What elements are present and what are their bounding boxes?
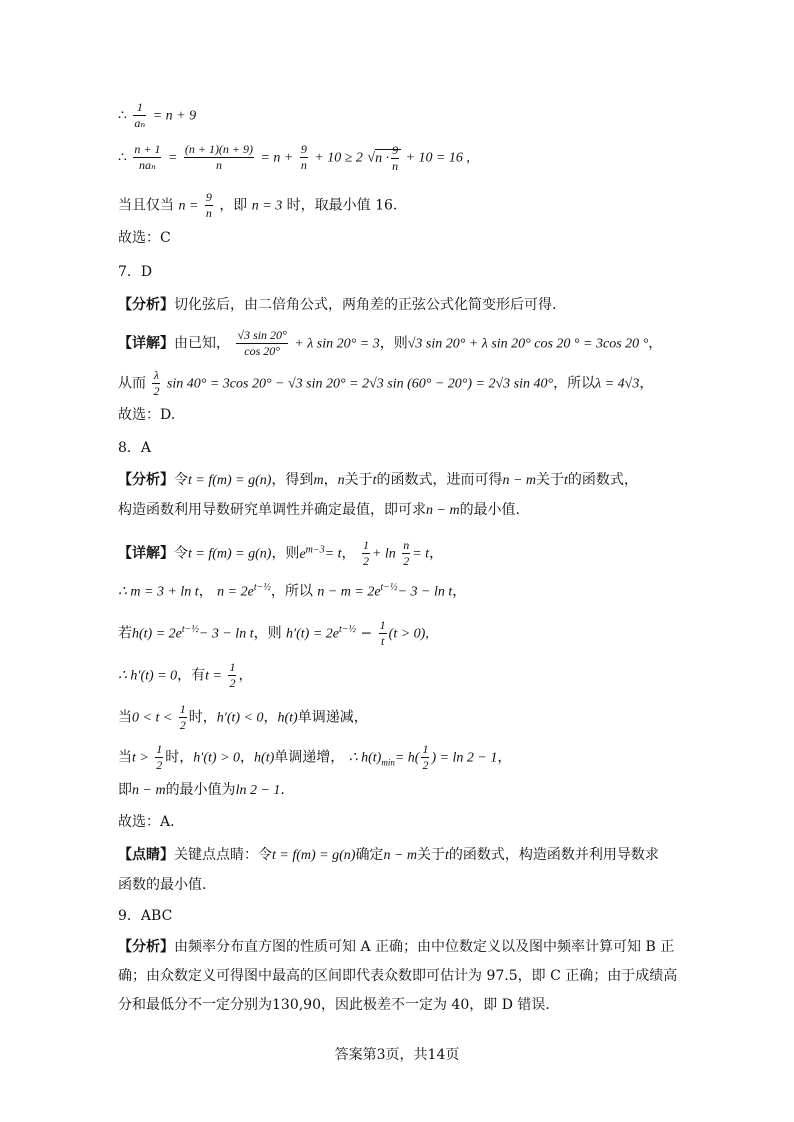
text: 关于 <box>536 472 565 488</box>
fraction: $\frac{√3 \sin 20^\circ}{\cos 20^\circ}$ <box>237 328 287 358</box>
text: 的最小值. <box>459 502 521 518</box>
math: ∴ m = 3 + ln t <box>118 584 199 600</box>
therefore-symbol: ∴ <box>118 149 127 166</box>
equation-text: + 10 ≥ 2 <box>314 150 363 166</box>
analysis-tag: 【分析】 <box>118 939 174 955</box>
text: 当 <box>118 709 132 726</box>
math: t > <box>132 750 149 766</box>
math: h(t) = 2e <box>132 626 182 642</box>
detail-line <box>118 328 662 359</box>
text: 的函数式，构造函数并利用导数求 <box>448 847 659 863</box>
equation-line <box>118 100 196 131</box>
text: 由已知， <box>174 335 230 352</box>
page-footer: 答案第3页，共14页 <box>334 1047 460 1063</box>
math: t <box>372 473 377 488</box>
math: n = <box>178 198 199 214</box>
math: t = f(m) = g(n) <box>272 848 356 863</box>
question-number: 9．ABC <box>118 908 173 924</box>
analysis-line <box>118 295 556 315</box>
math: = t <box>412 546 430 562</box>
math: h′(t) > 0 <box>193 750 241 766</box>
text: 当 <box>118 749 132 766</box>
analysis-tag: 【分析】 <box>118 297 174 313</box>
fraction: $\frac{1}{2}$ <box>156 742 163 772</box>
text: ， <box>240 749 255 766</box>
equation-line <box>118 578 466 603</box>
text: 令 <box>174 472 188 488</box>
text: ，则 <box>253 625 282 642</box>
math: t <box>564 473 568 488</box>
text: . <box>280 782 285 798</box>
text: ，所以 <box>553 375 596 392</box>
text: ，即 <box>219 197 248 214</box>
text: ，得到 <box>271 472 314 488</box>
question-number: 8．A <box>118 440 152 456</box>
fraction: $\frac{1}{2}$ <box>229 660 236 690</box>
analysis-line <box>118 470 638 491</box>
math: m <box>313 473 324 488</box>
text: 时， <box>188 709 217 726</box>
math: ) = ln 2 − 1 <box>431 750 498 766</box>
text: ， <box>648 335 663 352</box>
equation-text: = <box>167 150 178 166</box>
math: h(t) <box>254 750 275 766</box>
fraction: $\frac{(n + 1)(n + 9)}{n}$ <box>184 142 254 172</box>
text: ， <box>323 472 338 488</box>
fraction: $\frac{\lambda}{2}$ <box>153 368 160 398</box>
text-line: 故选：C <box>118 230 171 246</box>
math: (t > 0), <box>388 626 429 642</box>
text: 构造函数利用导数研究单调性并确定最值，即可求 <box>118 502 426 518</box>
text: 切化弦后，由二倍角公式，两角差的正弦公式化简变形后可得. <box>174 297 557 313</box>
exponent: t−½ <box>181 623 199 635</box>
detail-tag: 【详解】 <box>118 335 174 352</box>
exponent: t−½ <box>253 582 271 593</box>
fraction: $\frac{9}{n}$ <box>205 190 212 220</box>
math: − 3 − ln t <box>397 584 453 600</box>
text: 关于 <box>344 472 373 488</box>
detail-tag: 【详解】 <box>118 545 174 562</box>
math: n − m <box>426 503 460 518</box>
math: 0 < t < <box>132 710 173 726</box>
therefore-symbol: ∴ <box>118 107 127 124</box>
text: ， <box>429 545 444 562</box>
sqrt-symbol: √ <box>367 150 376 166</box>
fraction: $\frac{1}{t}$ <box>379 618 386 648</box>
math: h′(t) < 0 <box>216 710 264 726</box>
math: n = 2e <box>217 584 254 600</box>
math: = t <box>324 546 342 562</box>
text: ，则 <box>379 335 408 352</box>
text-line: 故选：D. <box>118 407 176 423</box>
text: ，则 <box>271 545 300 562</box>
text: 即 <box>118 782 132 798</box>
text: 的函数式， <box>567 472 638 488</box>
math: n − m <box>502 473 537 488</box>
text: 单调递增， <box>274 749 345 766</box>
math: n = 3 <box>251 198 283 214</box>
text: 单调递减， <box>297 709 368 726</box>
math: h′(t) = 2e <box>286 626 339 642</box>
fraction: $\frac{1}{2}$ <box>422 742 429 772</box>
text: 关于 <box>417 847 445 863</box>
text: 若 <box>118 625 132 642</box>
math: + λ sin 20° = 3 <box>294 336 380 352</box>
text: ， <box>341 545 356 562</box>
equation-line <box>118 368 653 399</box>
text: 由频率分布直方图的性质可知 A 正确；由中位数定义以及图中频率计算可知 B 正确；由众数定义可得图中最高的区间即代表众数即可估计为 97.5，即 C 正确；由于成绩高分和最低分不一定分别为130,90，因此极差不一定为 40，即 D 错误. <box>118 939 678 1013</box>
math: ∴ h′(t) = 0 <box>118 668 178 684</box>
math: n − m <box>132 783 166 798</box>
note-line <box>118 845 659 866</box>
math: h(t) <box>277 710 298 726</box>
math: ln 2 − 1 <box>235 783 281 798</box>
equation-line <box>118 142 470 174</box>
math: √3 sin 20° + λ sin 20° cos 20 ° = 3cos 20 ° <box>407 336 649 352</box>
math: n − m = 2e <box>317 584 381 600</box>
math: n <box>337 473 345 488</box>
exponent: t−½ <box>380 582 398 593</box>
equation-line: 若$h(t) = 2e^{t-\frac{1}{2}}- 3 - \ln t$，则 $h'(t) = 2e^{t-\frac{1}{2}}$ − $\frac{1}{t}$ (t > 0), <box>118 618 429 648</box>
text: 令 <box>174 545 188 562</box>
text: 从而 <box>118 375 146 392</box>
text: ， <box>497 749 512 766</box>
math: + ln <box>371 546 396 562</box>
text: 确定 <box>355 847 384 863</box>
math: ∴ h(t) <box>348 750 382 766</box>
text: 时， <box>165 749 194 766</box>
sqrt-content: n · $\frac{9}{n}$ <box>375 149 401 166</box>
text-line <box>118 500 520 521</box>
fraction: $\frac{n + 1}{\text{naₙ}}$ <box>134 142 161 172</box>
text: ，所以 <box>270 583 313 600</box>
text: 当且仅当 <box>118 197 174 214</box>
fraction: $\frac{1}{\text{aₙ}}$ <box>134 100 146 130</box>
fraction: $\frac{1}{2}$ <box>362 538 369 568</box>
math: λ = 4√3 <box>595 376 640 392</box>
exponent: t−½ <box>338 623 357 635</box>
math: sin 40° = 3cos 20° − √3 sin 20° = 2√3 sin (60° − 20°) = 2√3 sin 40° <box>166 376 554 392</box>
analysis-tag: 【分析】 <box>118 472 174 488</box>
equation-text: = n + <box>260 150 294 166</box>
text: ， <box>639 375 654 392</box>
math: t = <box>205 668 222 684</box>
question-number: 7．D <box>118 264 153 280</box>
fraction: $\frac{9}{n}$ <box>300 142 307 172</box>
text: 的函数式，进而可得 <box>376 472 503 488</box>
text-line: 函数的最小值. <box>118 877 207 893</box>
math: n − m <box>383 848 417 863</box>
text: ， <box>238 667 253 684</box>
text: 的最小值为 <box>165 782 236 798</box>
text: ， <box>198 583 213 600</box>
text: 关键点点睛：令 <box>174 847 272 863</box>
equation-text: = n + 9 <box>152 108 197 124</box>
text: ，有 <box>177 667 206 684</box>
detail-line <box>118 538 443 569</box>
math: − 3 − ln t <box>198 626 254 642</box>
text: 时，取最小值 16. <box>286 197 398 214</box>
fraction: $\frac{1}{2}$ <box>179 702 186 732</box>
text-line <box>118 780 285 801</box>
math: t <box>445 848 449 863</box>
text: ， <box>452 583 467 600</box>
equation-text: + 10 = 16 , <box>405 150 470 166</box>
text-line: 故选：A. <box>118 814 175 830</box>
text: ， <box>263 709 278 726</box>
analysis-paragraph <box>118 933 678 1020</box>
equation-line <box>118 660 252 691</box>
math: = h( <box>394 750 420 766</box>
subscript: min <box>381 757 395 768</box>
equation-line <box>118 742 511 773</box>
equation-line <box>118 702 368 733</box>
math: t = f(m) = g(n) <box>188 546 272 562</box>
text-line <box>118 190 397 221</box>
fraction: $\frac{9}{n}$ <box>392 142 399 173</box>
fraction: $\frac{n}{2}$ <box>403 538 410 568</box>
note-tag: 【点睛】 <box>118 847 174 863</box>
math: t = f(m) = g(n) <box>188 473 272 488</box>
math: $e^{m-3}$ <box>299 543 325 562</box>
